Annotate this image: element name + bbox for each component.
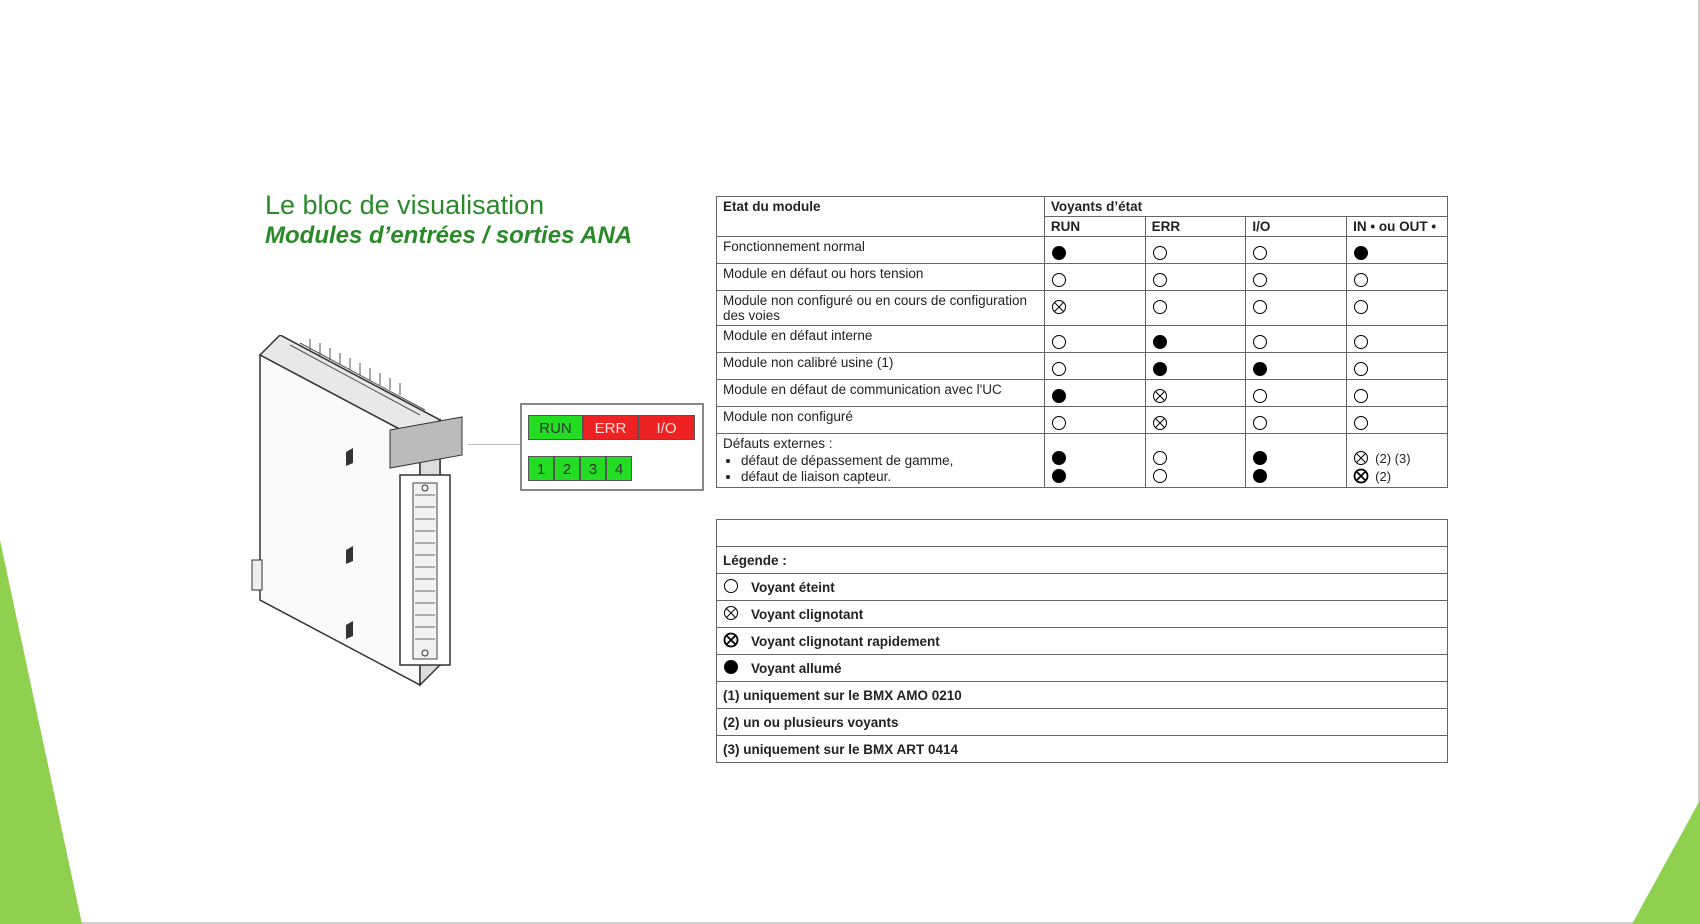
indicator-cell	[1044, 380, 1145, 407]
legend-label: Voyant clignotant	[751, 606, 864, 622]
led-panel	[520, 403, 704, 491]
led-off-icon	[1152, 272, 1240, 288]
indicator-cell	[1044, 237, 1145, 264]
table-row	[717, 353, 1448, 380]
led-on-icon	[1051, 450, 1139, 466]
indicator-cell	[1246, 407, 1347, 434]
led-on-icon	[1051, 245, 1139, 261]
legend-label: Voyant éteint	[751, 579, 835, 595]
legend-item	[717, 601, 1448, 628]
legend-row	[717, 628, 1448, 655]
led-off-icon	[1353, 388, 1441, 404]
led-off-icon	[1051, 334, 1139, 350]
indicator-cell	[1246, 237, 1347, 264]
led-off-icon	[1252, 272, 1340, 288]
col-in-out: IN • ou OUT •	[1347, 217, 1448, 237]
indicator-cell	[1246, 291, 1347, 326]
legend-row	[717, 574, 1448, 601]
legend-item	[717, 628, 1448, 655]
led-connector-line	[468, 444, 520, 445]
green-triangle-right	[1620, 800, 1700, 924]
indicator-cell	[1246, 434, 1347, 488]
indicator-cell	[1347, 264, 1448, 291]
legend-title: Légende :	[717, 547, 1448, 574]
led-off-icon	[1353, 415, 1441, 431]
col-run: RUN	[1044, 217, 1145, 237]
row-label: Fonctionnement normal	[717, 237, 1045, 264]
legend-item	[717, 655, 1448, 682]
footnote-ref: (2)	[1375, 468, 1392, 484]
header-indicators: Voyants d’état	[1044, 197, 1447, 217]
legend-label: Voyant allumé	[751, 660, 842, 676]
legend-note-row	[717, 736, 1448, 763]
module-illustration	[250, 335, 470, 695]
header-state: Etat du module	[717, 197, 1045, 237]
led-off-icon	[1353, 299, 1441, 315]
led-fast-blink-icon	[723, 632, 739, 651]
table-header-row	[717, 197, 1448, 217]
row-label: Module en défaut de communication avec l'UC	[717, 380, 1045, 407]
indicator-cell	[1145, 434, 1246, 488]
legend-rows	[717, 574, 1448, 763]
led-off-icon	[1252, 334, 1340, 350]
legend-row	[717, 601, 1448, 628]
led-on-icon	[1252, 450, 1340, 466]
indicator-cell	[1044, 291, 1145, 326]
indicator-cell	[1145, 237, 1246, 264]
led-off-icon	[1353, 272, 1441, 288]
table-row	[717, 407, 1448, 434]
led-on-icon	[1051, 468, 1139, 484]
led-on-icon	[1152, 361, 1240, 377]
indicator-cell	[1145, 407, 1246, 434]
legend-note-row	[717, 709, 1448, 736]
col-err: ERR	[1145, 217, 1246, 237]
led-off-icon	[1051, 415, 1139, 431]
led-blink-icon	[1353, 450, 1441, 466]
indicator-cell	[1044, 434, 1145, 488]
legend-table	[716, 519, 1448, 763]
legend-note: (2) un ou plusieurs voyants	[717, 709, 1448, 736]
led-on-icon	[1353, 245, 1441, 261]
indicator-cell	[1044, 326, 1145, 353]
legend-label: Voyant clignotant rapidement	[751, 633, 940, 649]
legend-note-row	[717, 682, 1448, 709]
led-off-icon	[1152, 299, 1240, 315]
row-label: Module en défaut interne	[717, 326, 1045, 353]
indicator-cell	[1347, 407, 1448, 434]
footnote-ref: (2) (3)	[1375, 450, 1411, 466]
led-channel-3: 3	[580, 456, 606, 481]
status-table	[716, 196, 1448, 488]
indicator-cell	[1044, 353, 1145, 380]
legend-row	[717, 655, 1448, 682]
legend-note: (1) uniquement sur le BMX AMO 0210	[717, 682, 1448, 709]
led-on-icon	[1152, 334, 1240, 350]
indicator-cell	[1347, 237, 1448, 264]
led-off-icon	[1353, 361, 1441, 377]
table-row	[717, 326, 1448, 353]
table-row-external	[717, 434, 1448, 488]
led-off-icon	[1152, 468, 1240, 484]
led-off-icon	[1252, 388, 1340, 404]
legend-item	[717, 574, 1448, 601]
led-on-icon	[1252, 468, 1340, 484]
led-channel-4: 4	[606, 456, 632, 481]
led-off-icon	[1152, 245, 1240, 261]
col-io: I/O	[1246, 217, 1347, 237]
led-off-icon	[1252, 245, 1340, 261]
led-channel-1: 1	[528, 456, 554, 481]
led-off-icon	[723, 578, 739, 597]
external-faults-label: Défauts externes :	[723, 436, 833, 451]
indicator-cell	[1145, 326, 1246, 353]
indicator-cell	[1145, 264, 1246, 291]
indicator-cell	[1246, 380, 1347, 407]
row-label: Module en défaut ou hors tension	[717, 264, 1045, 291]
legend-spacer	[717, 520, 1448, 547]
indicator-cell	[1145, 291, 1246, 326]
legend-note: (3) uniquement sur le BMX ART 0414	[717, 736, 1448, 763]
led-err: ERR	[583, 415, 638, 440]
led-on-icon	[1252, 361, 1340, 377]
table-row	[717, 291, 1448, 326]
indicator-cell	[1044, 264, 1145, 291]
indicator-cell	[1347, 353, 1448, 380]
led-run: RUN	[528, 415, 583, 440]
slide	[240, 170, 1450, 757]
led-blink-icon	[1152, 388, 1240, 404]
led-channel-2: 2	[554, 456, 580, 481]
indicator-cell	[1347, 291, 1448, 326]
indicator-cell	[1044, 407, 1145, 434]
external-fault-item: • défaut de liaison capteur.	[741, 469, 1038, 484]
table-row	[717, 380, 1448, 407]
indicator-cell	[1246, 353, 1347, 380]
led-io: I/O	[638, 415, 695, 440]
led-blink-icon	[1051, 299, 1139, 315]
indicator-cell	[1347, 380, 1448, 407]
led-on-icon	[1051, 388, 1139, 404]
table-row	[717, 264, 1448, 291]
led-blink-icon	[723, 605, 739, 624]
led-on-icon	[723, 659, 739, 678]
row-label: Module non calibré usine (1)	[717, 353, 1045, 380]
led-fast-blink-icon	[1353, 468, 1441, 484]
led-off-icon	[1353, 334, 1441, 350]
row-label: Module non configuré ou en cours de configuration des voies	[717, 291, 1045, 326]
state-rows	[717, 237, 1448, 488]
slide-subtitle: Modules d’entrées / sorties ANA	[265, 222, 633, 249]
indicator-cell	[1145, 353, 1246, 380]
led-off-icon	[1252, 415, 1340, 431]
table-row	[717, 237, 1448, 264]
led-off-icon	[1252, 299, 1340, 315]
led-off-icon	[1051, 361, 1139, 377]
indicator-cell	[1246, 326, 1347, 353]
row-label: Module non configuré	[717, 407, 1045, 434]
led-off-icon	[1051, 272, 1139, 288]
led-blink-icon	[1152, 415, 1240, 431]
led-off-icon	[1152, 450, 1240, 466]
slide-title: Le bloc de visualisation	[265, 190, 545, 220]
green-triangle-left	[0, 540, 110, 924]
external-faults-cell	[717, 434, 1045, 488]
indicator-cell	[1347, 326, 1448, 353]
indicator-cell	[1145, 380, 1246, 407]
external-fault-item: • défaut de dépassement de gamme,	[741, 453, 1038, 468]
indicator-cell	[1246, 264, 1347, 291]
indicator-cell	[1347, 434, 1448, 488]
